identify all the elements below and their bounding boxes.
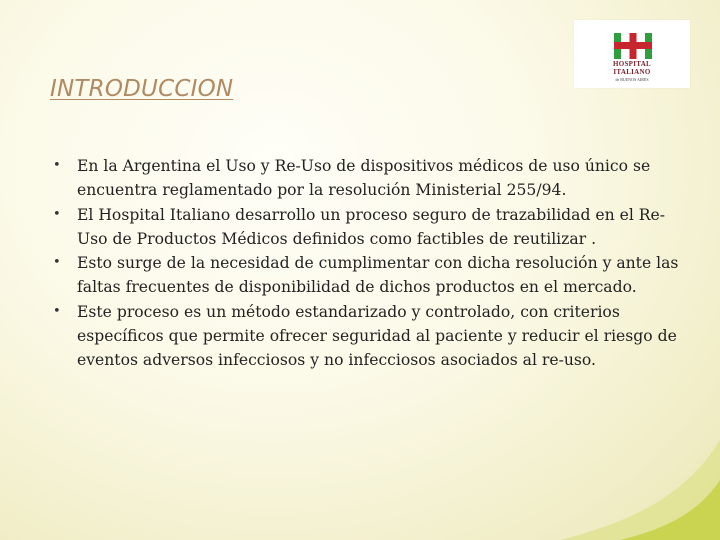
logo-text-hospital: HOSPITAL xyxy=(612,60,652,68)
bullet-item-1 xyxy=(53,154,683,203)
bullet-text: Este proceso es un método estandarizado y controlado, con criterios específicos que permite ofrecer seguridad al paciente y reducir el riesgo de eventos adversos infecciosos y no infecciosos asociados al re-uso. xyxy=(77,302,677,370)
logo-text-italiano: ITALIANO xyxy=(613,68,651,76)
bullet-icon: • xyxy=(53,158,61,173)
bullet-icon: • xyxy=(53,303,61,319)
bullet-text: El Hospital Italiano desarrollo un proceso seguro de trazabilidad en el Re-Uso de Productos Médicos definidos como factibles de reutilizar . xyxy=(77,205,666,248)
bullet-text: En la Argentina el Uso y Re-Uso de dispositivos médicos de uso único se encuentra reglamentado por la resolución Ministerial 255/94. xyxy=(77,157,651,200)
bullet-item-4 xyxy=(53,300,683,373)
bullet-item-2 xyxy=(53,203,683,252)
slide-title: INTRODUCCION xyxy=(50,76,234,102)
bullet-list xyxy=(53,154,683,373)
bullet-icon: • xyxy=(53,206,61,222)
bullet-item-3 xyxy=(53,251,683,300)
logo-text-buenos-aires: de BUENOS AIRES xyxy=(615,77,649,82)
bullet-icon: • xyxy=(53,255,61,271)
bullet-text: Esto surge de la necesidad de cumplimentar con dicha resolución y ante las faltas frecuentes de disponibilidad de dichos productos en el mercado. xyxy=(77,254,679,297)
hospital-logo xyxy=(574,20,690,88)
hospital-h-icon xyxy=(614,33,652,59)
